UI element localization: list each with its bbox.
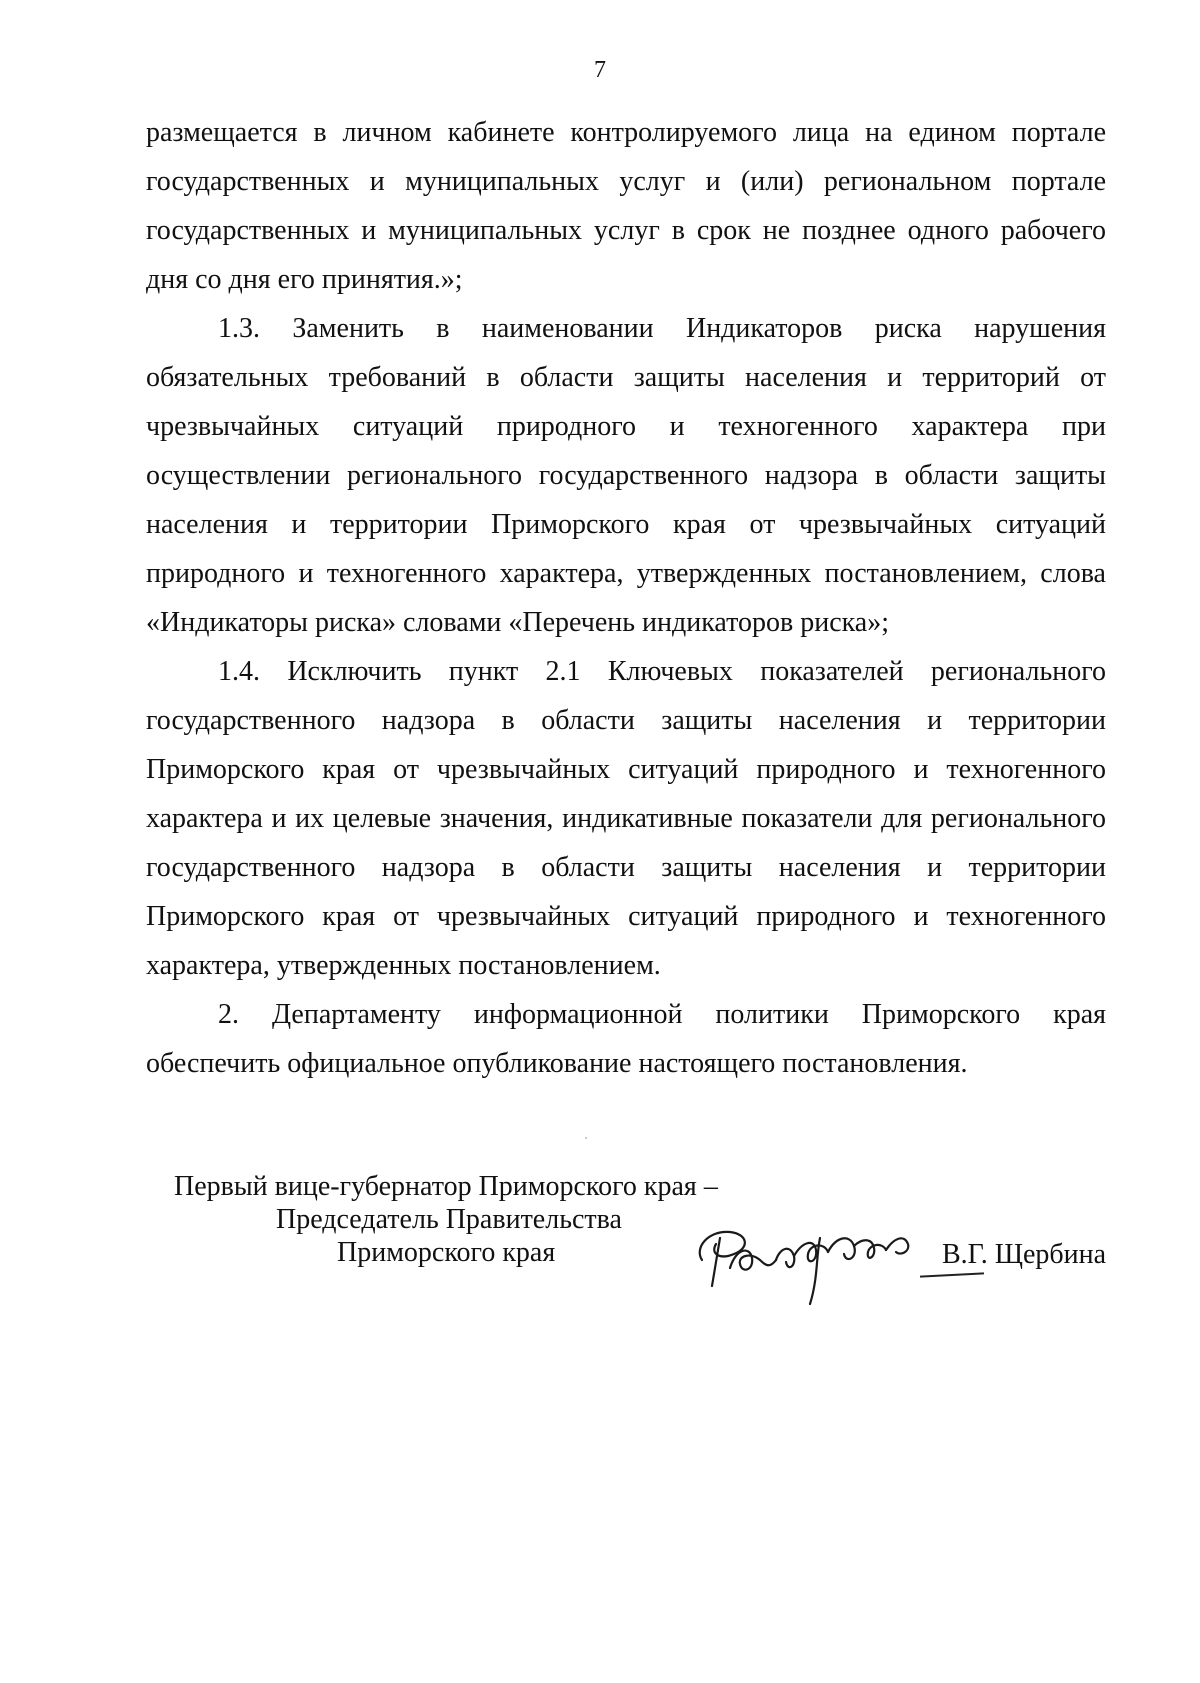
- paragraph-continuation: размещается в личном кабинете контролируемого лица на едином портале государственных и муниципальных услуг и (или) региональном портале государственных и муниципальных услуг в срок не позднее одного рабочего дня со дня его принятия.»;: [146, 117, 1106, 295]
- signer-title-line-2: Председатель Правительства: [276, 1204, 622, 1235]
- signature-block: [0, 1170, 1200, 1310]
- signer-title-line-1: Первый вице-губернатор Приморского края –: [174, 1171, 718, 1202]
- document-body: [146, 108, 1106, 1088]
- scan-artifact: [585, 1137, 587, 1139]
- paragraph-1-4: 1.4. Исключить пункт 2.1 Ключевых показателей регионального государственного надзора в области защиты населения и территории Приморского края от чрезвычайных ситуаций природного и техногенного характера и их целевые значения, индикативные показатели для регионального государственного надзора в области защиты населения и территории Приморского края от чрезвычайных ситуаций природного и техногенного характера, утвержденных постановлением.: [146, 656, 1106, 981]
- paragraph-1-3: 1.3. Заменить в наименовании Индикаторов риска нарушения обязательных требований в области защиты населения и территорий от чрезвычайных ситуаций природного и техногенного характера при осуществлении регионального государственного надзора в области защиты населения и территории Приморского края от чрезвычайных ситуаций природного и техногенного характера, утвержденных постановлением, слова «Индикаторы риска» словами «Перечень индикаторов риска»;: [146, 313, 1106, 638]
- page-number: 7: [594, 57, 606, 83]
- signer-title-line-3: Приморского края: [337, 1237, 556, 1268]
- signer-title: [170, 1170, 730, 1269]
- handwritten-signature: [690, 1208, 930, 1308]
- signer-name: В.Г. Щербина: [942, 1239, 1107, 1270]
- paragraph-2: 2. Департаменту информационной политики Приморского края обеспечить официальное опубликование настоящего постановления.: [146, 999, 1106, 1079]
